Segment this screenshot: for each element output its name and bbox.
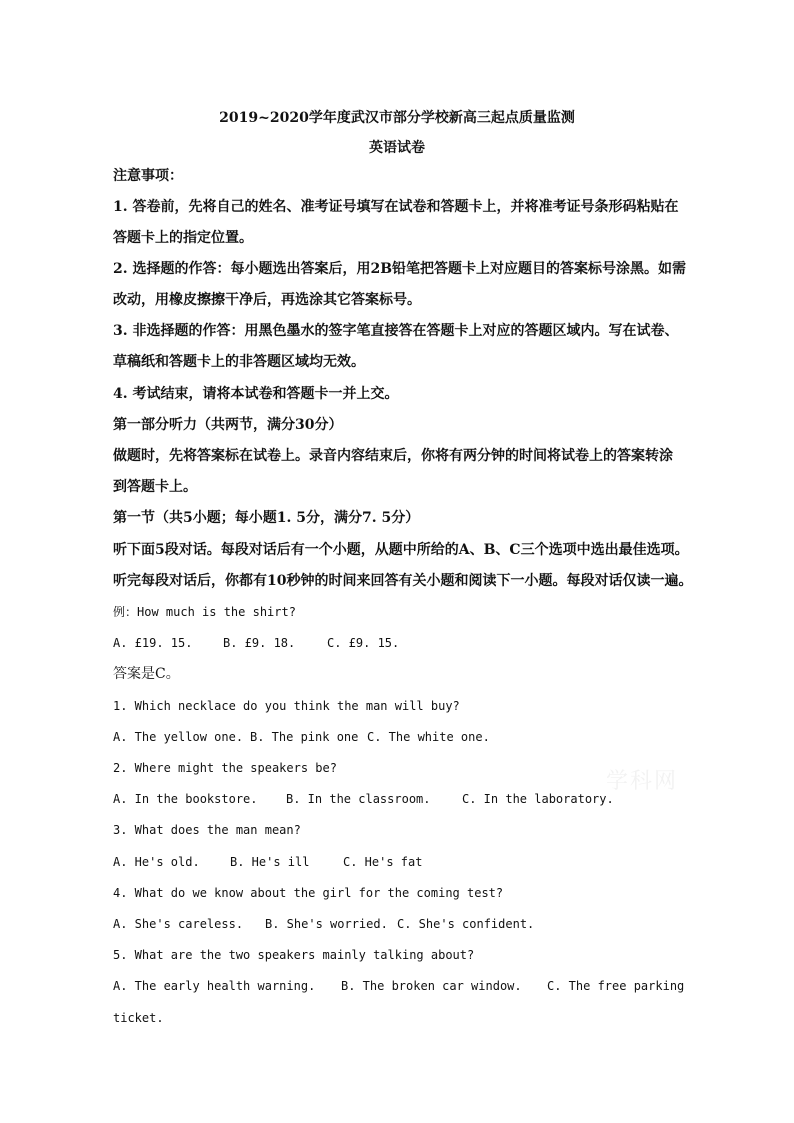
example-option-a: A. £19. 15. [113,636,193,650]
question-3: 3. What does the man mean? [113,823,301,837]
notes-heading: 注意事项： [113,168,183,184]
section1-heading: 第一节（共5小题；每小题1. 5分，满分7. 5分） [113,510,420,526]
question-3-options [113,852,683,872]
section1-instruction-line-2: 听完每段对话后，你都有10秒钟的时间来回答有关小题和阅读下一小题。每段对话仅读一遍。 [113,573,693,589]
exam-subtitle: 英语试卷 [369,140,425,156]
note-1-line-1: 1. 答卷前，先将自己的姓名、准考证号填写在试卷和答题卡上，并将准考证号条形码粘贴在 [113,199,679,215]
part1-heading: 第一部分听力（共两节，满分30分） [113,417,343,433]
question-1-options [113,727,683,747]
example-answer: 答案是C。 [113,666,180,682]
example-options [113,633,683,653]
question-5-options [113,976,683,996]
question-4-options [113,914,683,934]
question-2-option-c: C. In the laboratory. [462,792,614,806]
question-1: 1. Which necklace do you think the man will buy? [113,699,460,713]
example-question: 例：How much is the shirt? [113,605,296,619]
note-2-line-1: 2. 选择题的作答：每小题选出答案后，用2B铅笔把答题卡上对应题目的答案标号涂黑。如需 [113,261,687,277]
note-2-line-2: 改动，用橡皮擦擦干净后，再选涂其它答案标号。 [113,292,421,308]
question-4: 4. What do we know about the girl for the coming test? [113,886,504,900]
watermark: 学科网 [606,769,679,794]
question-5-option-b: B. The broken car window. [341,979,522,993]
question-5-option-c-continuation: ticket. [113,1011,164,1025]
note-3-line-1: 3. 非选择题的作答：用黑色墨水的签字笔直接答在答题卡上对应的答题区域内。写在试卷、 [113,323,679,339]
question-3-option-a: A. He's old. [113,855,200,869]
question-5: 5. What are the two speakers mainly talking about? [113,948,475,962]
question-4-option-b: B. She's worried. [265,917,388,931]
question-5-option-c: C. The free parking [547,979,685,993]
question-4-option-c: C. She's confident. [397,917,535,931]
exam-title: 2019~2020学年度武汉市部分学校新高三起点质量监测 [219,110,575,126]
question-1-option-b: B. The pink one [250,730,359,744]
example-option-c: C. £9. 15. [327,636,400,650]
section1-instruction-line-1: 听下面5段对话。每段对话后有一个小题，从题中所给的A、B、C三个选项中选出最佳选项。 [113,542,689,558]
question-2-option-b: B. In the classroom. [286,792,431,806]
note-3-line-2: 草稿纸和答题卡上的非答题区域均无效。 [113,354,365,370]
question-2-options [113,789,683,809]
question-1-option-a: A. The yellow one. [113,730,244,744]
question-5-option-a: A. The early health warning. [113,979,316,993]
example-option-b: B. £9. 18. [223,636,296,650]
note-1-line-2: 答题卡上的指定位置。 [113,230,253,246]
question-1-option-c: C. The white one. [367,730,490,744]
question-3-option-b: B. He's ill [230,855,310,869]
question-2-option-a: A. In the bookstore. [113,792,258,806]
question-4-option-a: A. She's careless. [113,917,244,931]
part1-instruction-line-2: 到答题卡上。 [113,479,197,495]
question-3-option-c: C. He's fat [343,855,423,869]
part1-instruction-line-1: 做题时，先将答案标在试卷上。录音内容结束后，你将有两分钟的时间将试卷上的答案转涂 [113,448,673,464]
question-2: 2. Where might the speakers be? [113,761,337,775]
note-4: 4. 考试结束，请将本试卷和答题卡一并上交。 [113,386,399,402]
